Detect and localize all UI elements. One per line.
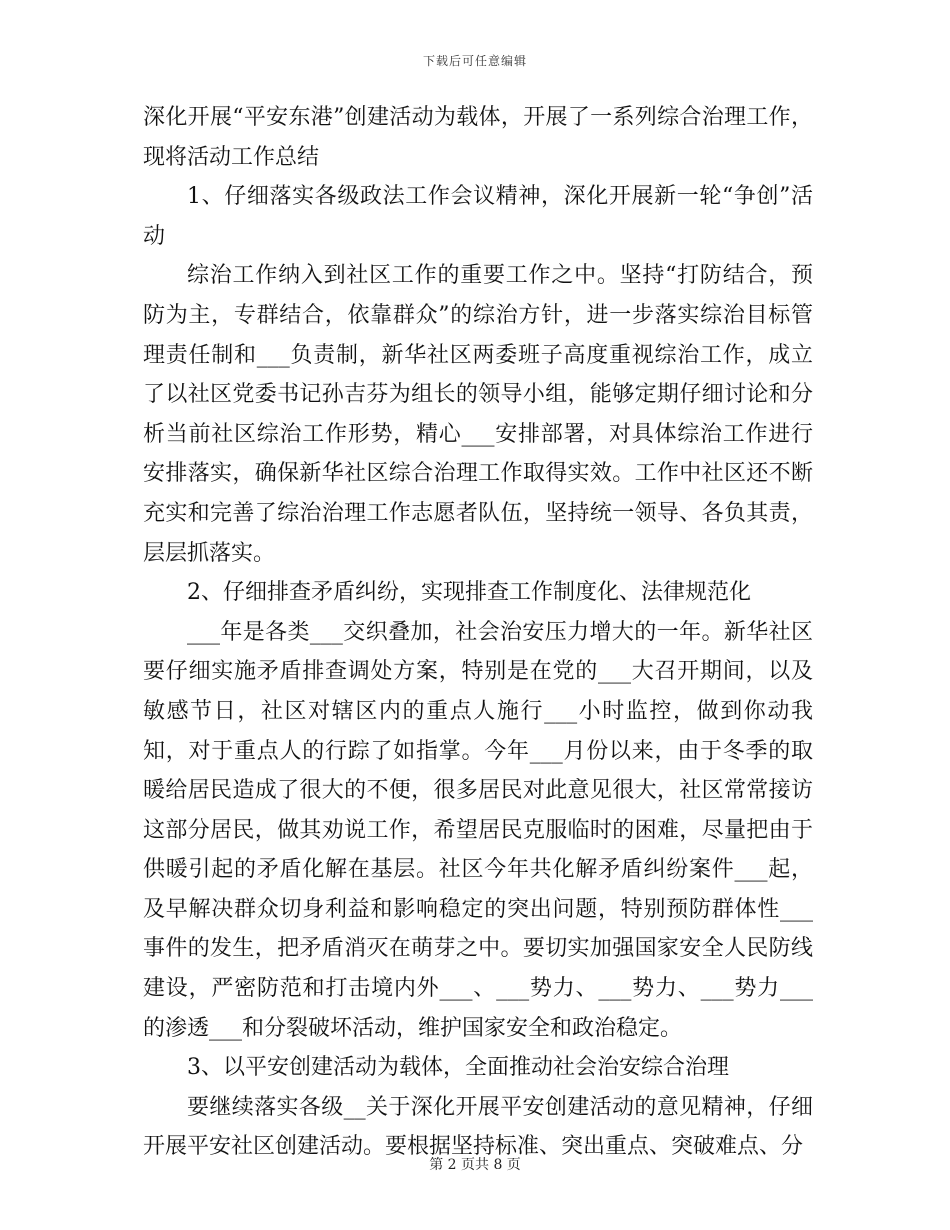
section-heading-1: 1、仔细落实各级政法工作会议精神，深化开展新一轮“争创”活动 [143, 184, 813, 249]
document-body [143, 98, 813, 1167]
page-number-footer: 第 2 页共 8 页 [429, 1157, 521, 1173]
section-heading-2: 2、仔细排查矛盾纠纷，实现排查工作制度化、法律规范化 [187, 580, 751, 606]
paragraph-section-2: ___年是各类___交织叠加，社会治安压力增大的一年。新华社区要仔细实施矛盾排查调处方案，特别是在党的___大召开期间，以及敏感节日，社区对辖区内的重点人施行___小时监控，做到你动我知，对于重点人的行踪了如指掌。今年___月份以来，由于冬季的取暖给居民造成了很大的不便，很多居民对此意见很大，社区常常接访这部分居民，做其劝说工作，希望居民克服临时的困难，尽量把由于供暖引起的矛盾化解在基层。社区今年共化解矛盾纠纷案件___起，及早解决群众切身利益和影响稳定的突出问题，特别预防群体性___事件的发生，把矛盾消灭在萌芽之中。要切实加强国家安全人民防线建设，严密防范和打击境内外___、___势力、___势力、___势力___的渗透___和分裂破坏活动，维护国家安全和政治稳定。 [143, 619, 813, 1041]
paragraph-intro: 深化开展“平安东港”创建活动为载体，开展了一系列综合治理工作，现将活动工作总结 [143, 105, 813, 170]
section-heading-3: 3、以平安创建活动为载体，全面推动社会治安综合治理 [187, 1055, 729, 1081]
paragraph-section-3: 要继续落实各级__关于深化开展平安创建活动的意见精神，仔细开展平安社区创建活动。要根据坚持标准、突出重点、突破难点、分 [143, 1094, 813, 1160]
paragraph-section-1: 综治工作纳入到社区工作的重要工作之中。坚持“打防结合，预防为主，专群结合，依靠群众”的综治方针，进一步落实综治目标管理责任制和___负责制，新华社区两委班子高度重视综治工作，成立了以社区党委书记孙吉芬为组长的领导小组，能够定期仔细讨论和分析当前社区综治工作形势，精心___安排部署，对具体综治工作进行安排落实，确保新华社区综合治理工作取得实效。工作中社区还不断充实和完善了综治治理工作志愿者队伍，坚持统一领导、各负其责，层层抓落实。 [143, 263, 813, 566]
page-header-note: 下载后可任意编辑 [422, 54, 527, 68]
